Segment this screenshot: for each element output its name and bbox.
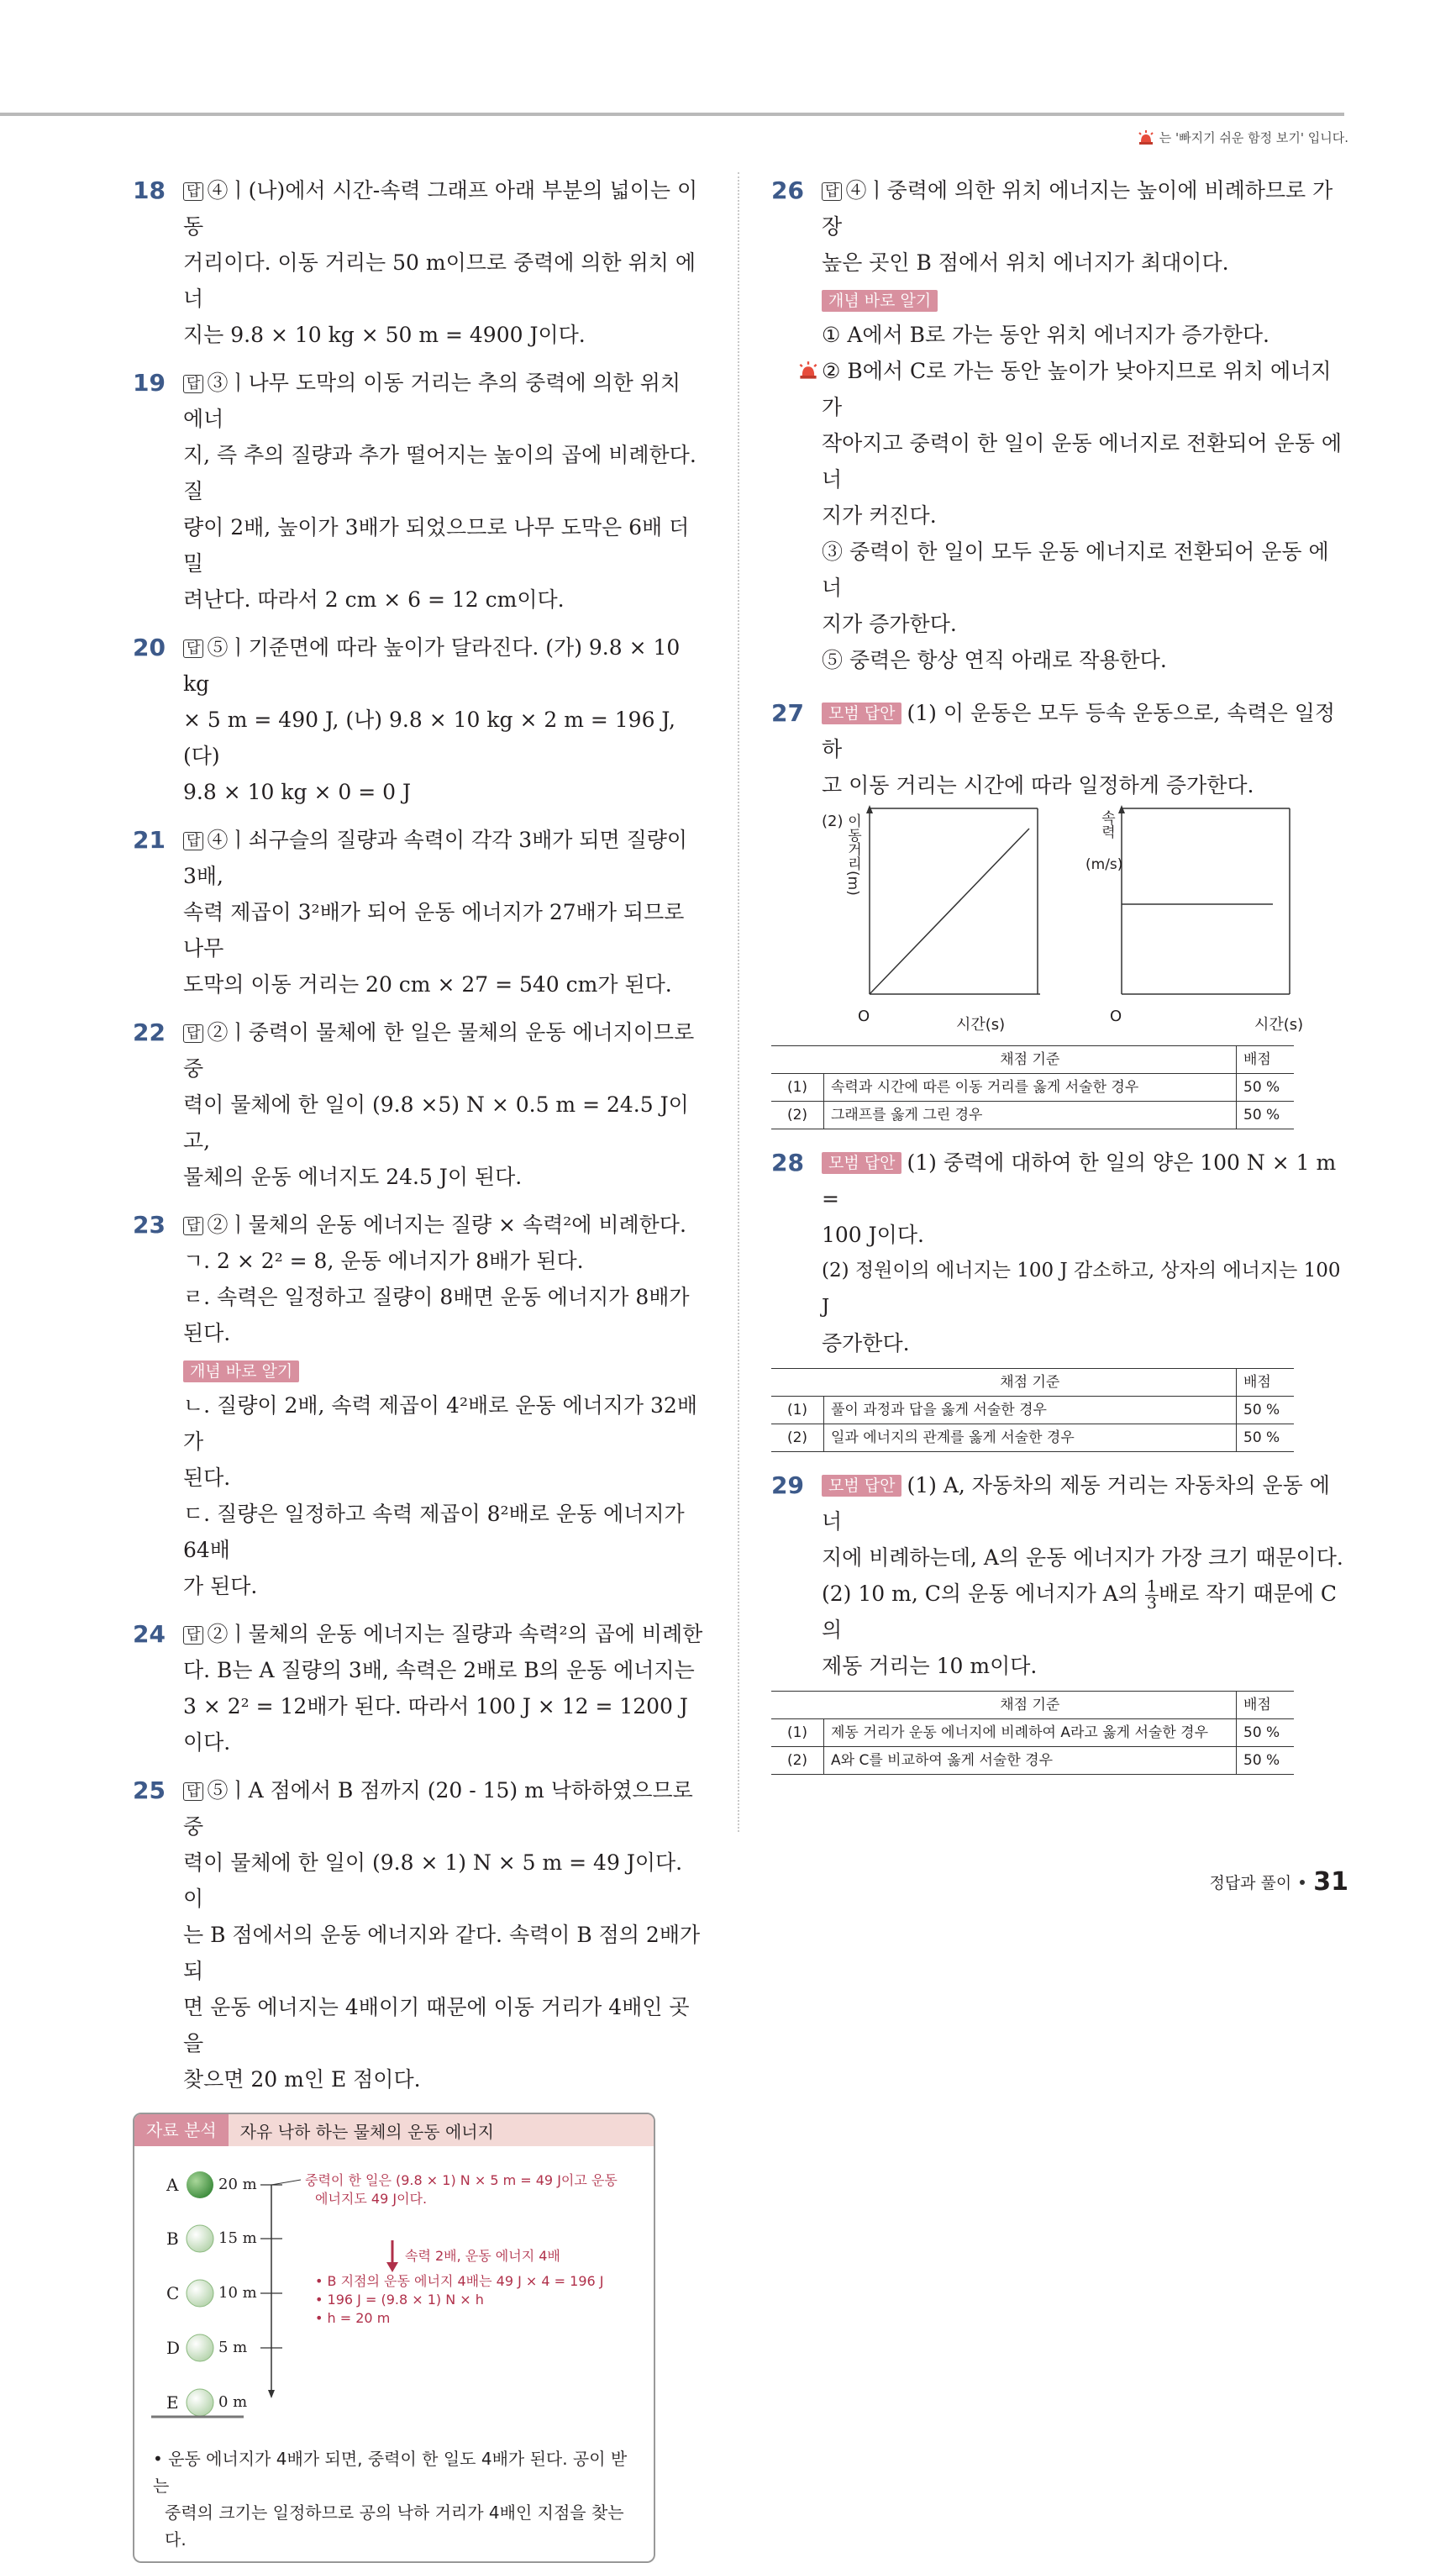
model-answer-tag: 모범 답안	[822, 1475, 901, 1497]
answer-20	[133, 629, 706, 810]
score-header: 배점	[1237, 1369, 1295, 1397]
answer-mark: 답	[183, 375, 203, 393]
text-line: 가 된다.	[183, 1574, 258, 1598]
analysis-tag: 자료 분석	[134, 2114, 229, 2146]
analysis-body	[134, 2146, 654, 2445]
footer-dot	[1300, 1880, 1305, 1885]
text-line: 100 J이다.	[822, 1223, 924, 1247]
text-line: 지는 9.8 × 10 kg × 50 m = 4900 J이다.	[183, 323, 586, 347]
text-line: 작아지고 중력이 한 일이 운동 에너지로 전환되어 운동 에너	[822, 431, 1343, 492]
ball-a	[187, 2171, 213, 2198]
question-number: 22	[133, 1018, 166, 1046]
question-number: 25	[133, 1776, 166, 1804]
origin-label: O	[1110, 1008, 1122, 1025]
height-label: 20 m	[218, 2176, 257, 2193]
table-row: (2) 일과 에너지의 관계를 옳게 서술한 경우 50 %	[771, 1424, 1294, 1452]
text-line: ㅣ중력에 의한 위치 에너지는 높이에 비례하므로 가장	[822, 178, 1333, 239]
answer-choice: ②	[207, 1020, 229, 1045]
text-line: ㅣ나무 도막의 이동 거리는 추의 중력에 의한 위치 에너	[183, 371, 681, 431]
column-divider	[738, 172, 739, 1832]
text-line: 9.8 × 10 kg × 0 = 0 J	[183, 780, 411, 804]
point-label: D	[166, 2338, 181, 2358]
text-line: ㅣ기준면에 따라 높이가 달라진다. (가) 9.8 × 10 kg	[183, 635, 681, 696]
text-line: ㅣ쇠구슬의 질량과 속력이 각각 3배가 되면 질량이 3배,	[183, 828, 688, 888]
text-line: (1) 이 운동은 모두 등속 운동으로, 속력은 일정하	[822, 701, 1336, 761]
ball-e	[187, 2389, 213, 2416]
score-header: 배점	[1237, 1046, 1295, 1074]
concept-tag: 개념 바로 알기	[822, 290, 938, 312]
analysis-header	[134, 2114, 654, 2146]
data-analysis-box	[133, 2113, 655, 2563]
point-label: C	[166, 2283, 180, 2303]
analysis-note-1: 중력이 한 일은 (9.8 × 1) N × 5 m = 49 J이고 운동 에너지도 49 J이다.	[305, 2172, 618, 2207]
page-footer	[1209, 1867, 1348, 1897]
answer-24	[133, 1616, 706, 1760]
text-line: 증가한다.	[822, 1331, 910, 1355]
concept-tag: 개념 바로 알기	[183, 1360, 299, 1382]
text-line: 찾으면 20 m인 E 점이다.	[183, 2067, 421, 2092]
height-label: 5 m	[218, 2339, 248, 2356]
answer-29	[771, 1467, 1344, 1775]
answer-28	[771, 1145, 1344, 1452]
model-answer-tag: 모범 답안	[822, 703, 901, 724]
question-number: 19	[133, 369, 166, 397]
answer-27	[771, 695, 1344, 1129]
table-row: (2) 그래프를 옳게 그린 경우 50 %	[771, 1102, 1294, 1129]
text-line: 력이 물체에 한 일이 (9.8 ×5) N × 0.5 m = 24.5 J이고,	[183, 1092, 689, 1153]
answer-mark: 답	[183, 1626, 203, 1645]
model-answer-tag: 모범 답안	[822, 1152, 901, 1174]
text-line: 지가 증가한다.	[822, 612, 957, 636]
text-line: (1) A, 자동차의 제동 거리는 자동차의 운동 에너	[822, 1473, 1330, 1534]
text-line: 고 이동 거리는 시간에 따라 일정하게 증가한다.	[822, 773, 1254, 797]
text-line: ㅣ(나)에서 시간-속력 그래프 아래 부분의 넓이는 이동	[183, 178, 698, 239]
point-label: E	[166, 2392, 179, 2413]
graph2-xlabel: 시간(s)	[1254, 1016, 1304, 1034]
answer-mark: 답	[183, 1024, 203, 1043]
graph2-ylabel-unit: (m/s)	[1085, 856, 1123, 873]
height-label: 15 m	[218, 2229, 257, 2247]
text-line: 지, 즉 추의 질량과 추가 떨어지는 높이의 곱에 비례한다. 질	[183, 443, 696, 503]
text-line: ㄷ. 질량은 일정하고 속력 제곱이 8²배로 운동 에너지가 64배	[183, 1502, 685, 1562]
text-line: (2) 10 m, C의 운동 에너지가 A의	[822, 1581, 1138, 1606]
question-number: 20	[133, 634, 166, 661]
answer-choice: ④	[207, 828, 229, 852]
answer-choice: ④	[845, 178, 867, 203]
question-number: 21	[133, 826, 166, 854]
answer-choice: ⑤	[207, 635, 229, 660]
text-line: (1) 중력에 대하여 한 일의 양은 100 N × 1 m =	[822, 1150, 1337, 1211]
height-label: 10 m	[218, 2284, 257, 2302]
table-row: (1) 속력과 시간에 따른 이동 거리를 옳게 서술한 경우 50 %	[771, 1074, 1294, 1102]
answer-21	[133, 822, 706, 1003]
grading-header: 채점 기준	[824, 1046, 1237, 1074]
analysis-footer: • 운동 에너지가 4배가 되면, 중력이 한 일도 4배가 된다. 공이 받는 중력의 크기는 일정하므로 공의 낙하 거리가 4배인 지점을 찾는다.	[153, 2449, 628, 2550]
graph2-ylabel: 속력	[1098, 810, 1115, 839]
text-line: 높은 곳인 B 점에서 위치 에너지가 최대이다.	[822, 250, 1229, 275]
left-column	[133, 172, 706, 2563]
score-header: 배점	[1237, 1692, 1295, 1719]
answer-choice: ④	[207, 178, 229, 203]
text-line: 는 B 점에서의 운동 에너지와 같다. 속력이 B 점의 2배가 되	[183, 1923, 701, 1983]
text-line: × 5 m = 490 J, (나) 9.8 × 10 kg × 2 m = 196 J, (다)	[183, 708, 675, 768]
text-line: ㄴ. 질량이 2배, 속력 제곱이 4²배로 운동 에너지가 32배가	[183, 1393, 697, 1454]
answer-22	[133, 1014, 706, 1195]
graph1-ylabel: 이동거리(m)	[844, 813, 861, 896]
answer-mark: 답	[183, 639, 203, 658]
answer-mark: 답	[183, 182, 203, 201]
height-label: 0 m	[218, 2393, 248, 2411]
trap-notice-text: 는 '빠지기 쉬운 함정 보기' 입니다.	[1159, 130, 1348, 145]
point-label: A	[166, 2175, 179, 2195]
text-line: ① A에서 B로 가는 동안 위치 에너지가 증가한다.	[822, 323, 1269, 347]
analysis-title: 자유 낙하 하는 물체의 운동 에너지	[239, 2121, 494, 2142]
text-line: 제동 거리는 10 m이다.	[822, 1654, 1038, 1678]
graphs	[771, 803, 1344, 1039]
answer-25	[133, 1772, 706, 2097]
text-line: 려난다. 따라서 2 cm × 6 = 12 cm이다.	[183, 587, 565, 612]
question-number: 23	[133, 1211, 166, 1239]
trap-notice	[1138, 129, 1348, 146]
text-line: ㄹ. 속력은 일정하고 질량이 8배면 운동 에너지가 8배가 된다.	[183, 1285, 690, 1345]
answer-choice: ⑤	[207, 1778, 229, 1803]
point-label: B	[166, 2229, 179, 2249]
answer-mark: 답	[183, 832, 203, 850]
table-row: (1) 풀이 과정과 답을 옳게 서술한 경우 50 %	[771, 1397, 1294, 1424]
grading-header: 채점 기준	[824, 1692, 1237, 1719]
top-rule	[0, 113, 1344, 116]
graph1-xlabel: 시간(s)	[956, 1016, 1006, 1034]
ball-b	[187, 2225, 213, 2252]
text-line: 된다.	[183, 1466, 231, 1490]
question-number: 29	[771, 1471, 804, 1499]
question-number: 27	[771, 699, 804, 727]
grading-header: 채점 기준	[824, 1369, 1237, 1397]
grading-table	[771, 1045, 1294, 1129]
text-line: 배로 작기 때문에 C의	[822, 1581, 1338, 1642]
text-line: ② B에서 C로 가는 동안 높이가 낮아지므로 위치 에너지가	[822, 359, 1332, 419]
text-line: ㅣ중력이 물체에 한 일은 물체의 운동 에너지이므로 중	[183, 1020, 695, 1081]
text-line: 거리이다. 이동 거리는 50 m이므로 중력에 의한 위치 에너	[183, 250, 696, 311]
answer-choice: ③	[207, 371, 229, 395]
origin-label: O	[858, 1008, 870, 1025]
table-row: (1) 제동 거리가 운동 에너지에 비례하여 A라고 옳게 서술한 경우 50 %	[771, 1719, 1294, 1747]
question-number: 24	[133, 1620, 166, 1648]
text-line: 지에 비례하는데, A의 운동 에너지가 가장 크기 때문이다.	[822, 1545, 1343, 1570]
answer-choice: ②	[207, 1622, 229, 1646]
grading-table	[771, 1691, 1294, 1775]
ball-c	[187, 2280, 213, 2307]
fraction: $\frac{1}{3}$	[1146, 1577, 1157, 1613]
text-line: 도막의 이동 거리는 20 cm × 27 = 540 cm가 된다.	[183, 972, 672, 997]
text-line: ③ 중력이 한 일이 모두 운동 에너지로 전환되어 운동 에너	[822, 539, 1329, 600]
text-line: ㅣA 점에서 B 점까지 (20 - 15) m 낙하하였으므로 중	[183, 1778, 693, 1839]
alarm-icon	[1138, 130, 1154, 145]
text-line: ㅣ물체의 운동 에너지는 질량 × 속력²에 비례한다.	[228, 1213, 686, 1237]
text-line: 3 × 2² = 12배가 된다. 따라서 100 J × 12 = 1200 J이다.	[183, 1694, 688, 1755]
footer-label: 정답과 풀이	[1209, 1874, 1292, 1892]
ball-d	[187, 2334, 213, 2361]
question-number: 18	[133, 176, 166, 204]
answer-choice: ②	[207, 1213, 229, 1237]
text-line: 속력 제곱이 3²배가 되어 운동 에너지가 27배가 되므로 나무	[183, 900, 685, 960]
answer-mark: 답	[183, 1217, 203, 1235]
question-number: 28	[771, 1149, 804, 1176]
answer-19	[133, 365, 706, 618]
alarm-icon	[798, 361, 818, 380]
answer-26	[771, 172, 1344, 678]
right-column	[771, 172, 1344, 1790]
text-line: 력이 물체에 한 일이 (9.8 × 1) N × 5 m = 49 J이다. 이	[183, 1850, 683, 1911]
answer-18	[133, 172, 706, 353]
page-number: 31	[1313, 1867, 1348, 1897]
answer-mark: 답	[183, 1782, 203, 1801]
grading-table	[771, 1368, 1294, 1452]
text-line: 면 운동 에너지는 4배이기 때문에 이동 거리가 4배인 곳을	[183, 1995, 690, 2055]
analysis-note-3: • B 지점의 운동 에너지 4배는 49 J × 4 = 196 J • 196 J = (9.8 × 1) N × h • h = 20 m	[315, 2273, 604, 2326]
text-line: 다. B는 A 질량의 3배, 속력은 2배로 B의 운동 에너지는	[183, 1658, 695, 1682]
answer-23	[133, 1207, 706, 1604]
distance-line	[870, 829, 1029, 994]
text-line: 물체의 운동 에너지도 24.5 J이 된다.	[183, 1165, 523, 1189]
analysis-note-2: 속력 2배, 운동 에너지 4배	[405, 2248, 560, 2264]
text-line: (2) 정원이의 에너지는 100 J 감소하고, 상자의 에너지는 100 J	[822, 1260, 1341, 1318]
graph-label: (2)	[822, 813, 844, 830]
answer-mark: 답	[822, 182, 842, 201]
table-row: (2) A와 C를 비교하여 옳게 서술한 경우 50 %	[771, 1747, 1294, 1775]
text-line: 량이 2배, 높이가 3배가 되었으므로 나무 도막은 6배 더 밀	[183, 515, 690, 576]
text-line: ⑤ 중력은 항상 연직 아래로 작용한다.	[822, 648, 1167, 672]
text-line: 지가 커진다.	[822, 503, 937, 528]
text-line: ㄱ. 2 × 2² = 8, 운동 에너지가 8배가 된다.	[183, 1249, 584, 1273]
question-number: 26	[771, 176, 804, 204]
text-line: ㅣ물체의 운동 에너지는 질량과 속력²의 곱에 비례한	[228, 1622, 703, 1646]
